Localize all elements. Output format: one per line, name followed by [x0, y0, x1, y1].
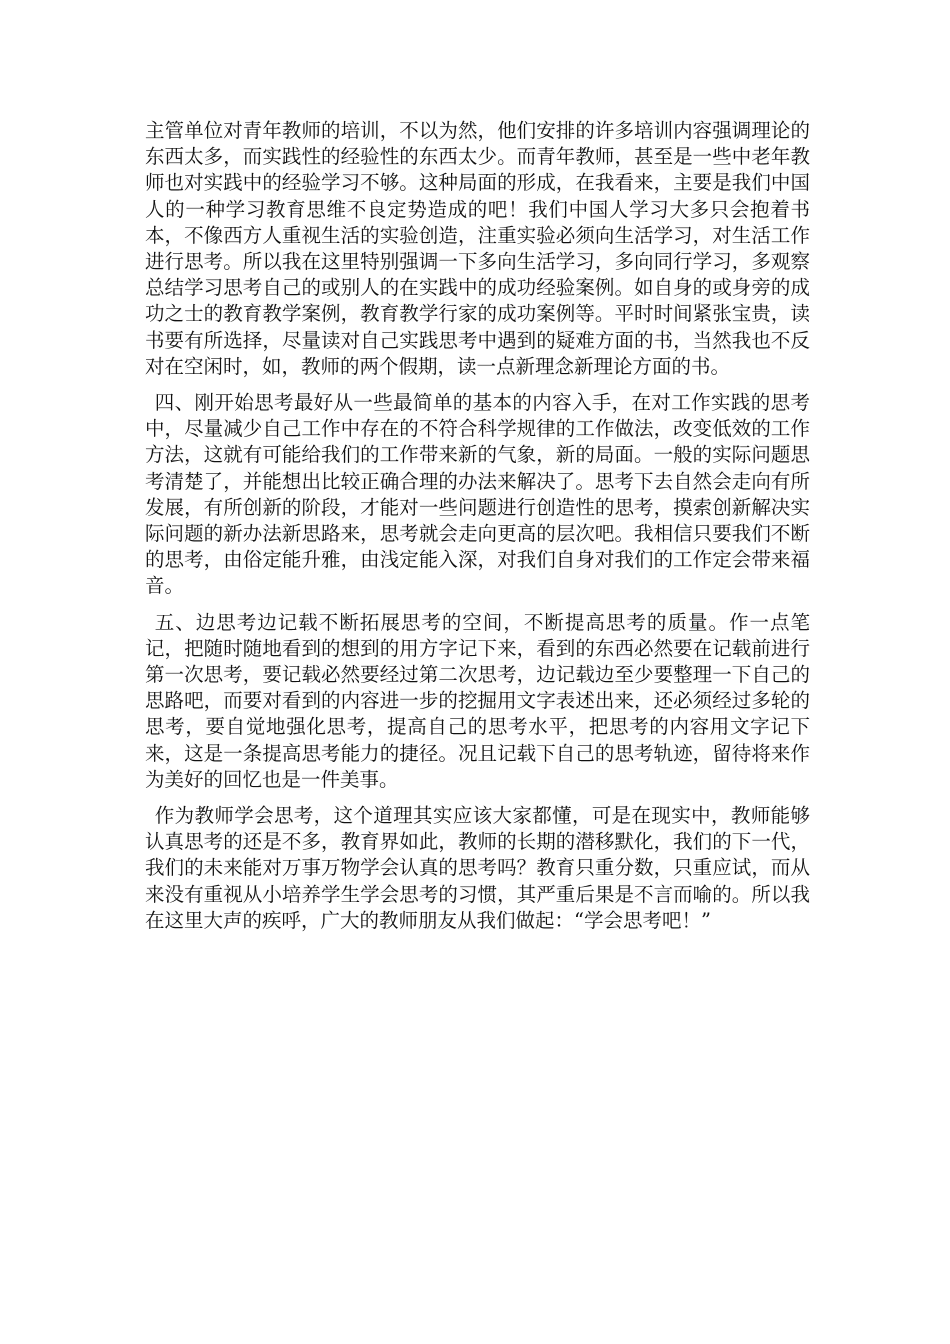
paragraph-training: 主管单位对青年教师的培训，不以为然，他们安排的许多培训内容强调理论的东西太多，而实践性的经验性的东西太少。而青年教师，甚至是一些中老年教师也对实践中的经验学习不够。这种局面的形成，在我看来，主要是我们中国人的一种学习教育思维不良定势造成的吧！我们中国人学习大多只会抱着书本，不像西方人重视生活的实验创造，注重实验必须向生活学习，对生活工作进行思考。所以我在这里特别强调一下多向生活学习，多向同行学习，多观察总结学习思考自己的或别人的在实践中的成功经验案例。如自身的或身旁的成功之士的教育教学案例，教育教学行家的成功案例等。平时时间紧张宝贵，读书要有所选择，尽量读对自己实践思考中遇到的疑难方面的书，当然我也不反对在空闲时，如，教师的两个假期，读一点新理念新理论方面的书。 [145, 119, 810, 378]
paragraph-point-four: 四、刚开始思考最好从一些最简单的基本的内容入手，在对工作实践的思考中，尽量减少自己工作中存在的不符合科学规律的工作做法，改变低效的工作方法，这就有可能给我们的工作带来新的气象，新的局面。一般的实际问题思考清楚了，并能想出比较正确合理的办法来解决了。思考下去自然会走向有所发展，有所创新的阶段，才能对一些问题进行创造性的思考，摸索创新解决实际问题的新办法新思路来，思考就会走向更高的层次吧。我相信只要我们不断的思考，由俗定能升雅，由浅定能入深，对我们自身对我们的工作定会带来福音。 [145, 391, 810, 598]
paragraph-conclusion: 作为教师学会思考，这个道理其实应该大家都懂，可是在现实中，教师能够认真思考的还是不多，教育界如此，教师的长期的潜移默化，我们的下一代，我们的未来能对万事万物学会认真的思考吗？教育只重分数，只重应试，而从来没有重视从小培养学生学会思考的习惯，其严重后果是不言而喻的。所以我在这里大声的疾呼，广大的教师朋友从我们做起：“学会思考吧！” [145, 804, 810, 932]
paragraph-point-five: 五、边思考边记载不断拓展思考的空间，不断提高思考的质量。作一点笔记，把随时随地看到的想到的用方字记下来，看到的东西必然要在记载前进行第一次思考，要记载必然要经过第二次思考，边记载边至少要整理一下自己的思路吧，而要对看到的内容进一步的挖掘用文字表述出来，还必须经过多轮的思考，要自觉地强化思考，提高自己的思考水平，把思考的内容用文字记下来，这是一条提高思考能力的捷径。况且记载下自己的思考轨迹，留待将来作为美好的回忆也是一件美事。 [145, 610, 810, 791]
document-page [145, 118, 810, 944]
